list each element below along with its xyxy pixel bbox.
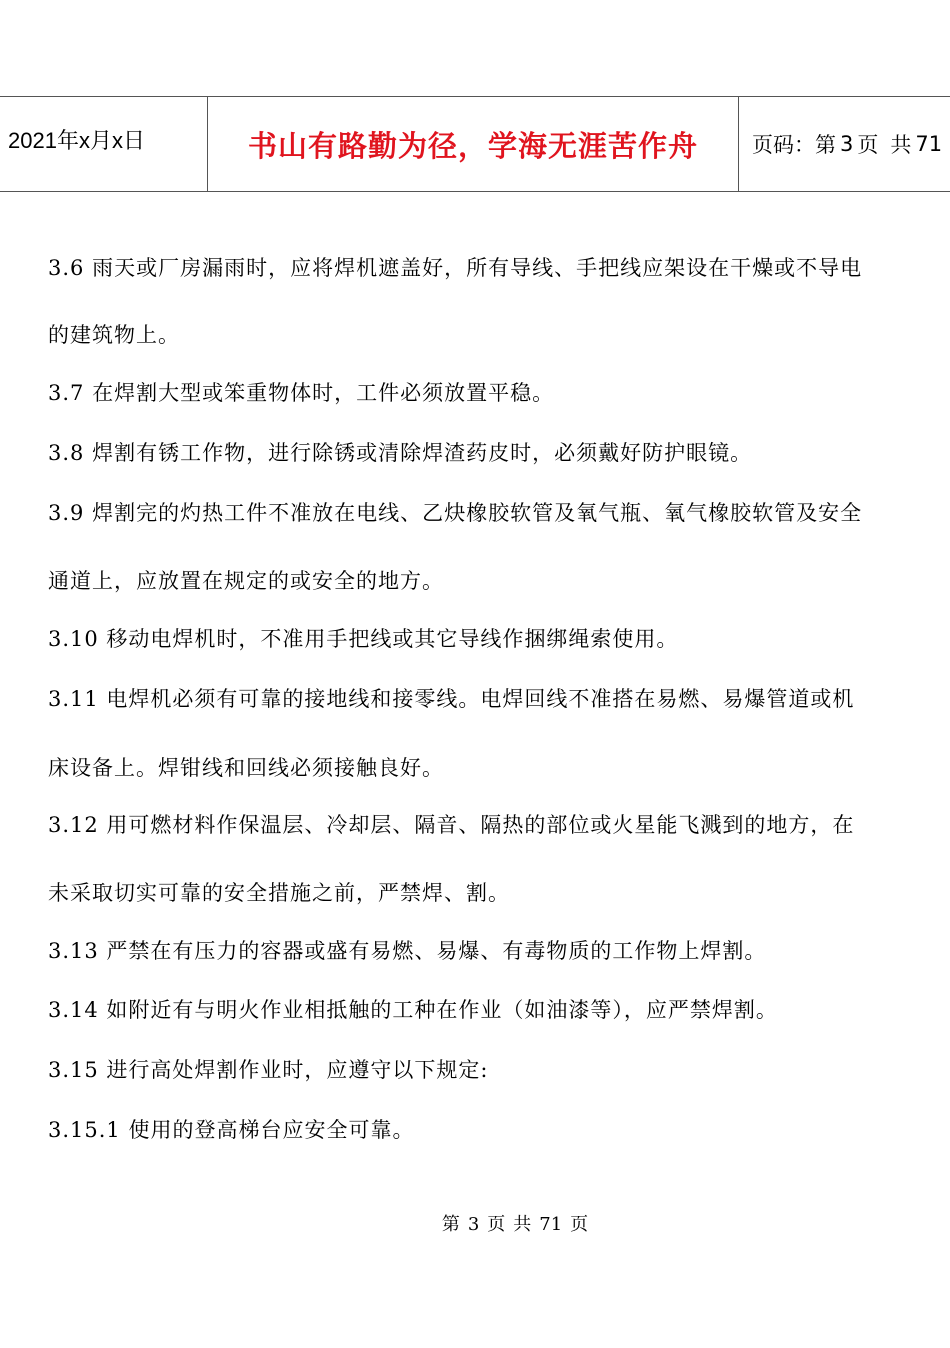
header-page-info [738, 97, 950, 191]
header-date: 2021年x月x日 [0, 97, 208, 191]
page-header [0, 96, 950, 192]
text-line: 的建筑物上。 [48, 323, 180, 347]
header-page-unit: 页 [857, 133, 879, 157]
text-line: 3.10 移动电焊机时，不准用手把线或其它导线作捆绑绳索使用。 [48, 627, 679, 651]
text-line: 3.12 用可燃材料作保温层、冷却层、隔音、隔热的部位或火星能飞溅到的地方，在 [48, 813, 855, 837]
footer-total-number: 71 [539, 1214, 563, 1235]
text-line: 3.13 严禁在有压力的容器或盛有易燃、易爆、有毒物质的工作物上焊割。 [48, 939, 767, 963]
text-line: 3.15.1 使用的登高梯台应安全可靠。 [48, 1118, 415, 1142]
text-line: 3.11 电焊机必须有可靠的接地线和接零线。电焊回线不准搭在易燃、易爆管道或机 [48, 687, 855, 711]
footer-page-prefix: 第 [441, 1214, 460, 1235]
footer-total-prefix: 共 [513, 1214, 532, 1235]
text-line: 通道上，应放置在规定的或安全的地方。 [48, 569, 444, 593]
header-page-number: 3 [840, 132, 854, 156]
text-line: 3.6 雨天或厂房漏雨时，应将焊机遮盖好，所有导线、手把线应架设在干燥或不导电 [48, 256, 863, 280]
text-line: 3.14 如附近有与明火作业相抵触的工种在作业（如油漆等），应严禁焊割。 [48, 998, 778, 1022]
header-page-label: 页码：第 [752, 133, 836, 157]
footer-total-unit: 页 [570, 1214, 589, 1235]
header-motto: 书山有路勤为径，学海无涯苦作舟 [208, 97, 739, 191]
text-line: 床设备上。焊钳线和回线必须接触良好。 [48, 756, 444, 780]
text-line: 3.8 焊割有锈工作物，进行除锈或清除焊渣药皮时，必须戴好防护眼镜。 [48, 441, 753, 465]
page-footer [0, 1210, 950, 1236]
text-line: 3.9 焊割完的灼热工件不准放在电线、乙炔橡胶软管及氧气瓶、氧气橡胶软管及安全 [48, 501, 863, 525]
header-total-label: 共 [890, 133, 912, 157]
text-line: 未采取切实可靠的安全措施之前，严禁焊、割。 [48, 881, 510, 905]
header-total-number: 71 [915, 132, 943, 156]
footer-page-unit: 页 [487, 1214, 506, 1235]
text-line: 3.7 在焊割大型或笨重物体时，工件必须放置平稳。 [48, 381, 555, 405]
text-line: 3.15 进行高处焊割作业时，应遵守以下规定: [48, 1058, 489, 1082]
footer-page-number: 3 [467, 1214, 480, 1235]
